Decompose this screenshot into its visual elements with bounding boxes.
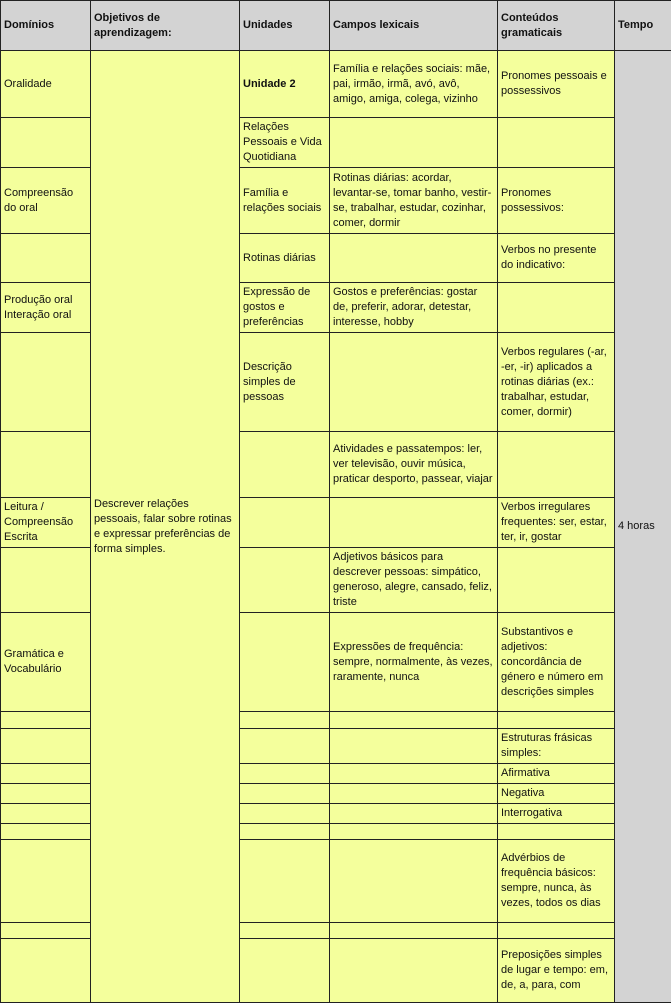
dominio-cell [1, 824, 91, 840]
conteudo-cell [498, 118, 615, 168]
conteudo-cell [498, 824, 615, 840]
campo-cell [330, 118, 498, 168]
conteudo-cell: Substantivos e adjetivos: concordância de género e número em descrições simples [498, 613, 615, 712]
campo-cell: Expressões de frequência: sempre, normalmente, às vezes, raramente, nunca [330, 613, 498, 712]
campo-cell [330, 784, 498, 804]
conteudo-cell [498, 548, 615, 613]
campo-cell: Família e relações sociais: mãe, pai, irmão, irmã, avó, avô, amigo, amiga, colega, vizinho [330, 51, 498, 118]
campo-cell [330, 729, 498, 764]
dominio-cell [1, 923, 91, 939]
unidade-cell [240, 764, 330, 784]
header-unidades: Unidades [240, 1, 330, 51]
dominio-cell [1, 548, 91, 613]
conteudo-cell: Verbos irregulares frequentes: ser, estar, ter, ir, gostar [498, 498, 615, 548]
dominio-cell [1, 729, 91, 764]
conteudo-cell: Advérbios de frequência básicos: sempre, nunca, às vezes, todos os dias [498, 840, 615, 923]
unidade-cell [240, 432, 330, 498]
dominio-cell [1, 118, 91, 168]
conteudo-cell: Pronomes pessoais e possessivos [498, 51, 615, 118]
conteudo-cell: Afirmativa [498, 764, 615, 784]
dominio-cell [1, 939, 91, 1003]
dominio-cell: Gramática e Vocabulário [1, 613, 91, 712]
unidade-cell [240, 613, 330, 712]
campo-cell: Rotinas diárias: acordar, levantar-se, tomar banho, vestir-se, trabalhar, estudar, cozinhar, comer, dormir [330, 168, 498, 234]
unidade-cell [240, 712, 330, 729]
table-body [1, 51, 671, 1003]
campo-cell: Adjetivos básicos para descrever pessoas: simpático, generoso, alegre, cansado, feliz, triste [330, 548, 498, 613]
unidade-cell: Família e relações sociais [240, 168, 330, 234]
header-tempo: Tempo [615, 1, 671, 51]
dominio-cell: Produção oral Interação oral [1, 283, 91, 333]
conteudo-cell [498, 432, 615, 498]
header-objetivos: Objetivos de aprendizagem: [91, 1, 240, 51]
conteudo-cell: Pronomes possessivos: [498, 168, 615, 234]
dominio-cell [1, 764, 91, 784]
dominio-cell [1, 840, 91, 923]
unidade-cell: Relações Pessoais e Vida Quotidiana [240, 118, 330, 168]
dominio-cell [1, 784, 91, 804]
campo-cell [330, 498, 498, 548]
objetivo-cell: Descrever relações pessoais, falar sobre rotinas e expressar preferências de forma simples. [91, 51, 240, 1003]
unidade-cell: Unidade 2 [240, 51, 330, 118]
header-row [1, 1, 671, 51]
unidade-cell: Rotinas diárias [240, 234, 330, 283]
unidade-cell [240, 804, 330, 824]
unidade-cell: Descrição simples de pessoas [240, 333, 330, 432]
unidade-cell: Expressão de gostos e preferências [240, 283, 330, 333]
unidade-cell [240, 548, 330, 613]
campo-cell: Atividades e passatempos: ler, ver televisão, ouvir música, praticar desporto, passear, viajar [330, 432, 498, 498]
campo-cell [330, 712, 498, 729]
campo-cell [330, 804, 498, 824]
unidade-cell [240, 729, 330, 764]
dominio-cell [1, 234, 91, 283]
conteudo-cell: Verbos no presente do indicativo: [498, 234, 615, 283]
campo-cell [330, 764, 498, 784]
unidade-cell [240, 939, 330, 1003]
dominio-cell [1, 804, 91, 824]
campo-cell [330, 923, 498, 939]
header-conteudos: Conteúdos gramaticais [498, 1, 615, 51]
unidade-cell [240, 840, 330, 923]
dominio-cell: Compreensão do oral [1, 168, 91, 234]
dominio-cell [1, 333, 91, 432]
dominio-cell: Oralidade [1, 51, 91, 118]
unidade-cell [240, 824, 330, 840]
header-campos: Campos lexicais [330, 1, 498, 51]
conteudo-cell: Interrogativa [498, 804, 615, 824]
dominio-cell: Leitura / Compreensão Escrita [1, 498, 91, 548]
campo-cell [330, 840, 498, 923]
unidade-cell [240, 784, 330, 804]
unidade-cell [240, 498, 330, 548]
header-dominios: Domínios [1, 1, 91, 51]
campo-cell [330, 939, 498, 1003]
campo-cell [330, 234, 498, 283]
campo-cell: Gostos e preferências: gostar de, preferir, adorar, detestar, interesse, hobby [330, 283, 498, 333]
conteudo-cell: Negativa [498, 784, 615, 804]
campo-cell [330, 824, 498, 840]
conteudo-cell [498, 283, 615, 333]
conteudo-cell: Estruturas frásicas simples: [498, 729, 615, 764]
conteudo-cell [498, 712, 615, 729]
conteudo-cell: Preposições simples de lugar e tempo: em, de, a, para, com [498, 939, 615, 1003]
campo-cell [330, 333, 498, 432]
unidade-cell [240, 923, 330, 939]
conteudo-cell [498, 923, 615, 939]
tempo-cell: 4 horas [615, 51, 671, 1003]
dominio-cell [1, 712, 91, 729]
dominio-cell [1, 432, 91, 498]
conteudo-cell: Verbos regulares (-ar, -er, -ir) aplicados a rotinas diárias (ex.: trabalhar, estudar, comer, dormir) [498, 333, 615, 432]
table-row [1, 51, 671, 118]
